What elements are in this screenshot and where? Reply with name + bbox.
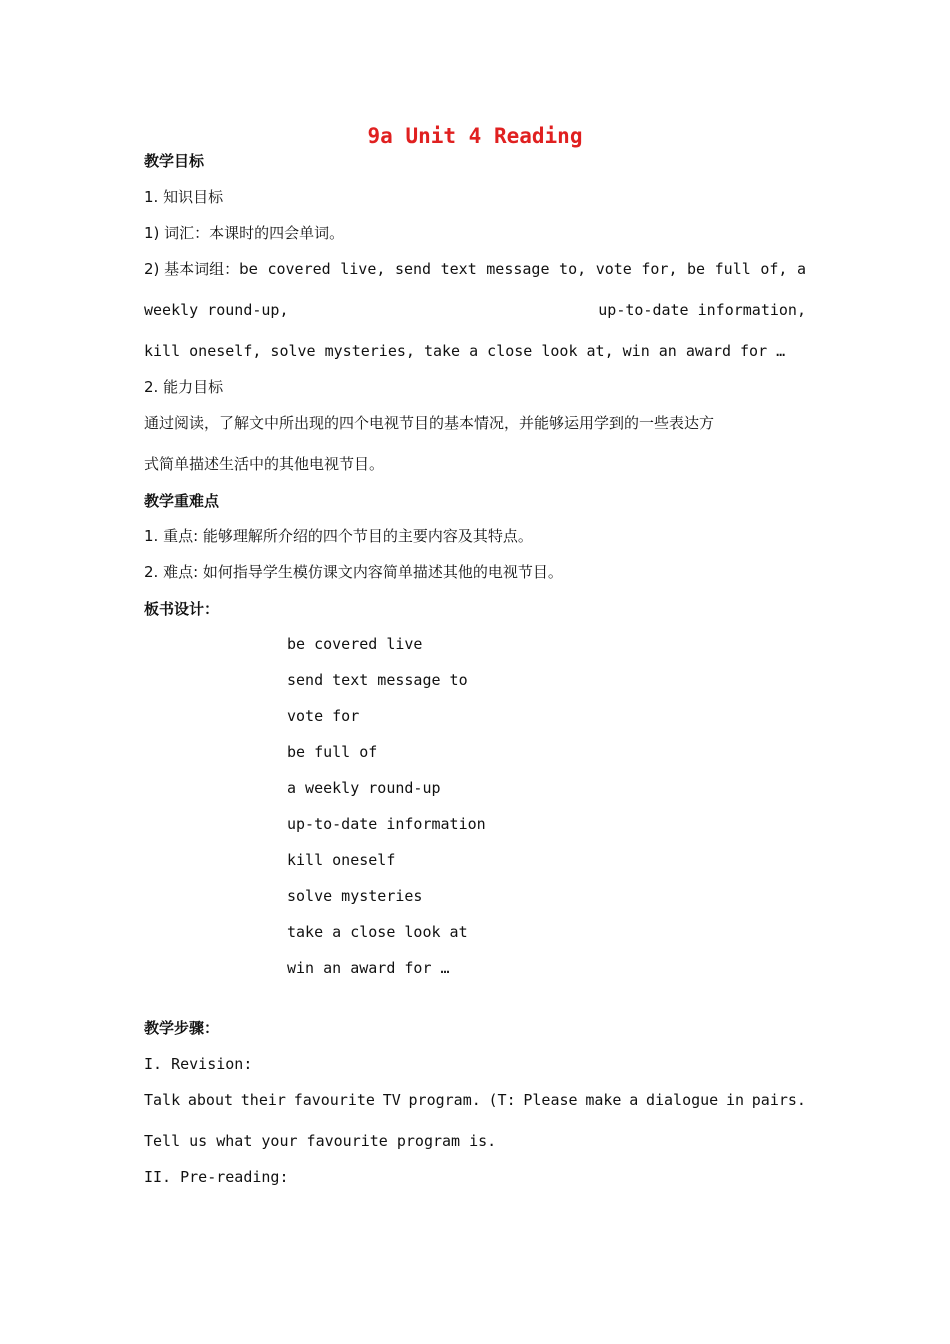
phrase-word: for, [641,260,678,278]
revision-word: a [629,1091,639,1109]
revision-word: TV [382,1091,401,1109]
board-item: up-to-date information [287,815,486,833]
difficult-point-item: 2. 难点: 如何指导学生模仿课文内容简单描述其他的电视节目。 [144,563,563,581]
revision-line-2: Tell us what your favourite program is. [144,1132,497,1150]
board-design-heading: 板书设计： [144,600,220,618]
phrase-word: full [714,260,751,278]
revision-word: pairs. [751,1091,806,1109]
goals-heading: 教学目标 [144,152,205,170]
revision-word: their [240,1091,286,1109]
board-item: win an award for … [287,959,450,977]
vocabulary-line: 1) 词汇：本课时的四会单词。 [144,224,345,242]
board-item: take a close look at [287,923,468,941]
ability-goals-heading: 2. 能力目标 [144,378,224,396]
revision-word: in [725,1091,745,1109]
revision-word: (T: [488,1091,516,1109]
phrase-word: to, [559,260,587,278]
revision-word: about [187,1091,234,1109]
ability-goals-text-2: 式简单描述生活中的其他电视节目。 [144,455,385,473]
revision-word: dialogue [645,1091,719,1109]
revision-word: favourite [293,1091,375,1109]
document-title: 9a Unit 4 Reading [367,124,583,148]
phrase-word: vote [595,260,632,278]
board-item: solve mysteries [287,887,423,905]
phrase-word: of, [760,260,788,278]
revision-word: Please [523,1091,578,1109]
prereading-heading: II. Pre-reading: [144,1168,289,1186]
revision-word: make [585,1091,622,1109]
phrase-word: text [440,260,477,278]
phrase-word: live, [340,260,386,278]
ability-goals-text-1: 通过阅读，了解文中所出现的四个电视节目的基本情况，并能够运用学到的一些表达方 [144,414,715,432]
revision-heading: I. Revision: [144,1055,253,1073]
phrase-line-2-right: up-to-date information, [598,301,806,319]
board-item: be covered live [287,635,423,653]
phrase-line-2-left: weekly round-up, [144,301,289,319]
key-point-item: 1. 重点: 能够理解所介绍的四个节目的主要内容及其特点。 [144,527,533,545]
board-item: be full of [287,743,378,761]
revision-line-1 [144,1090,806,1110]
revision-word: program. [408,1091,481,1109]
phrase-line-3: kill oneself, solve mysteries, take a close look at, win an award for … [144,342,786,360]
key-points-heading: 教学重难点 [144,492,220,510]
phrase-word: a [796,260,806,278]
board-item: send text message to [287,671,468,689]
board-item: kill oneself [287,851,396,869]
teaching-steps-heading: 教学步骤： [144,1019,220,1037]
phrase-line-1 [144,259,806,279]
revision-word: Talk [144,1091,181,1109]
board-item: a weekly round-up [287,779,441,797]
phrase-word: message [486,260,550,278]
phrase-word: send [394,260,432,278]
knowledge-goals-heading: 1. 知识目标 [144,188,224,206]
phrase-line-2 [144,300,806,320]
board-item: vote for [287,707,360,725]
phrase-word: be [687,260,706,278]
phrase-word: covered [267,260,331,278]
phrase-word: 2) 基本词组：be [144,260,258,278]
